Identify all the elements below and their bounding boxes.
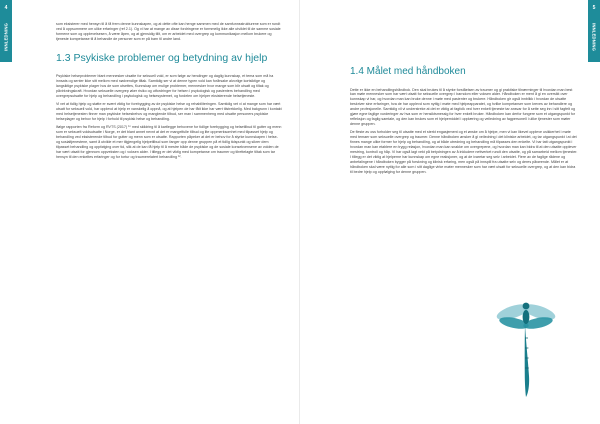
body-paragraph: Dette er ikke en behandlingshåndbok. Den skal brukes til å styrke forståelsen av traumer og gi praktiske tilnærminger til hvordan man best kan møte mennesker som har vært utsatt for seksuelle overgrep i barndom eller voksen alder. Håndboken er ment å gi en oversikt over kunnskap vi har, og hvordan man kan bruke denne i møte med pasienter og brukere. Håndboken gir også innblikk i hvordan de utsatte beskriver sine erfaringer, hva de har opplevd som nyttig i møte med hjelpeapparatet, og hvilke kompetanser som kreves av behandlere og andre profesjonelle. Samtidig vil vi understreke at det er viktig at fagfolk ved hver enkelt tjeneste tar ansvar for å sette seg inn i sitt fagfelt og gjøre egne faglige vurderinger av hva som er hensiktsmessig for hver enkelt bruker. Håndboken kan derfor fungere som et utgangspunkt for refleksjon og faglig samtale, og den kan brukes som et hjelpemiddel i opplæring og veiledning av fagpersonell i ulike tjenester som møter denne gruppen. <box>350 87 576 126</box>
chapter-label: INNLEDNING <box>591 22 597 52</box>
left-text-column <box>56 22 282 163</box>
chapter-label: INNLEDNING <box>3 22 9 52</box>
body-paragraph: Psykiske helseproblemer blant mennesker utsatte for seksuell vold, er som følge av hendinger og daglig kunnskap, et tema som må ha innsats og senter ikke sitt mellom med nødvendige tiltak. Samtidig ser vi at denne typen vold kan forårsake alvorlige kortsiktige og langsiktige psykiske plager hos de som utsettes, Kunnskap om mulige problemer, mennesker hvor mange som blir utsatt og tiltak og påvirkningskraft. Hvordan seksuelle overgrep øker risiko og utfordringer for helsen i psykologisk og pasienters behandling med overgrepsutsatte for hjelp og behandling i psykologisk og helsesystemet, og fordelen om hjelper eksisterende helsetjeneste. <box>56 74 274 98</box>
intro-paragraph: som eksisterer med hensyn til å få frem denne kunnskapen, og at dette ofte kan henge sammen med de samfunnsstrukturene som er rundt ved å oppsummere om ulike erfaringer (ref 2.1). Og vi har at mange av disse fordringene er formmelig ikke alle utviklet til de samme sosiale formene som og opplevelsesen, å være åpen, og at gjensidig tilit, om er arbeidet med overgrep og kommunikasjon mellom brukere og tjeneste kompetanse til å behandle de personer som er på barn til andre land. <box>56 22 281 41</box>
section-heading: 1.4 Målet med håndboken <box>350 66 466 77</box>
page-number: 4 <box>4 5 8 11</box>
section-heading: 1.3 Psykiske problemer og betydning av hjelp <box>56 51 268 64</box>
body-paragraph: Vi vet at tidlig hjelp og støtte er svært viktig for forebygging av de psykiske helse og rehabiliteringen. Samtidig vet vi at mange som har vært utsatt for seksuell vold, har opplevd at hjelp er vanskelig å oppnå, og at hjelpen de har fått ikke har vært tilstrekkelig. Med bakgrunn i kontakt med helsetjenesten finner man psykiske helsesbehov og manglende tilbud, ser man i sammenheng med utsatte personers psykiske helseplager og behov for hjelp i forhold til psykisk helse og behandling. <box>56 102 282 121</box>
page-number: 5 <box>592 5 596 11</box>
right-text-column <box>350 66 578 178</box>
dragonfly-icon <box>495 298 557 398</box>
body-paragraph: Ifølge rapporten fra Reform og RVTS (2017) ¹⁰ med skildring til å kartlegge behovene for tidlige forebygging og helsetilbud til gutter og menn som er seksuelt voldsutsatte i Norge, er det blant annet nevnt at det er mangelfulle tilbud og lite oppmerksomhet med tilpasset hjelp og behandling ved eksisterende tilbud for gutter og menn som er utsatte. Rapporten påpeker at det er behov for å styrke kunnskapen i helse- og sosialtjenestene, samt å utvikle et mer tilgjengelig hjelpetilbud som fanger opp denne gruppen på et tidlig tidspunkt og sikrer dem tilpasset behandling og oppfølging over tid, slik at de kan få hjelp til å mestre både de psykiske og de sosiale konsekvensene av volden de har vært utsatt for gjennom oppveksten og i voksen alder. I tillegg er det viktig med kompetanse om traumer og tilrettelagte tiltak som tar hensyn til den enkeltes erfaringer og for tortur og traumerelatert behandling ¹². <box>56 125 282 159</box>
body-paragraph: De fleste av oss forholder seg til utsatte med et sterkt engasjement og et ønske om å hjelpe, men vi kan likevel oppleve usikkerhet i møte med temaer som seksuelle overgrep og traumer. Denne håndboken ønsker å gi veiledning i det kliniske arbeidet, og tar utgangspunkt i at det finnes mange ulike former for hjelp og behandling, og at både utredning og behandling må tilpasses den enkelte. Vi har tatt utgangspunkt i hvordan man kan etablere en trygg relasjon, hvordan man kan snakke om overgrepene, og hvordan man kan bidra til at den utsatte opplever mestring, kontroll og håp. Vi har også lagt vekt på betydningen av å inkludere nettverket rundt den utsatte, og på samarbeid mellom tjenester. I tillegg er det viktig at hjelperne har kunnskap om egne reaksjoner, og at de ivaretar seg selv i arbeidet. Flere av de faglige rådene og anbefalingene i håndboken bygger på forskning og klinisk erfaring, men også på innspill fra utsatte selv og deres pårørende. Målet er at håndboken skal være nyttig for alle som i sitt daglige virke møter mennesker som har vært utsatt for seksuelle overgrep, og at den kan bidra til bedre hjelp og oppfølging for denne gruppen. <box>350 130 578 174</box>
